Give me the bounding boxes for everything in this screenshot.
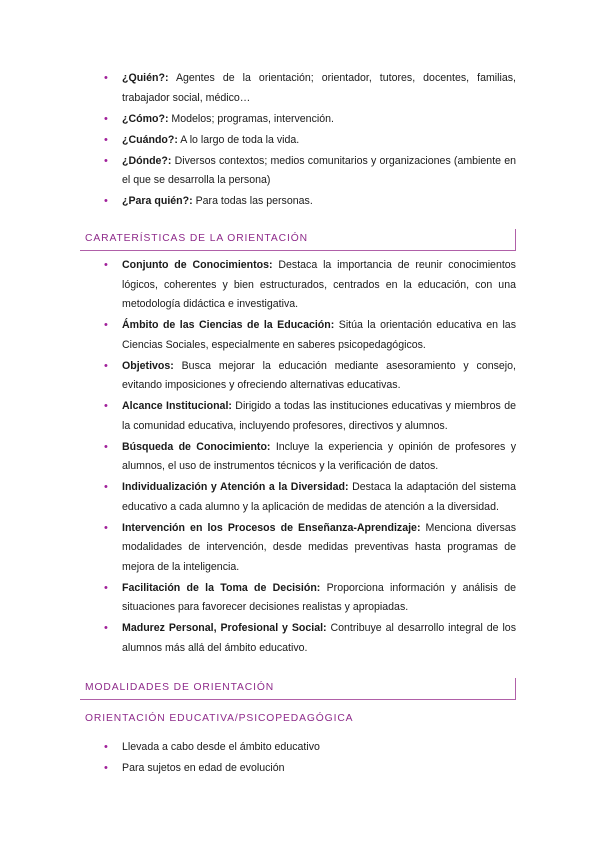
characteristics-list <box>104 256 516 660</box>
item-description: Para todas las personas. <box>192 195 313 207</box>
list-item <box>104 478 516 517</box>
list-item <box>104 397 516 436</box>
bullet-icon: • <box>104 259 108 271</box>
item-term: Objetivos: <box>122 359 174 372</box>
bullet-icon: • <box>104 400 108 412</box>
item-term: ¿Para quién?: <box>122 195 193 207</box>
item-term: ¿Quién?: <box>122 72 169 84</box>
list-item <box>104 759 516 779</box>
item-description: Llevada a cabo desde el ámbito educativo <box>122 741 320 753</box>
bullet-icon: • <box>104 521 108 534</box>
item-description: Modelos; programas, intervención. <box>168 112 334 125</box>
bullet-icon: • <box>104 319 108 331</box>
item-term: Alcance Institucional: <box>122 400 232 412</box>
list-item <box>104 619 516 658</box>
bullet-icon: • <box>104 195 108 207</box>
list-item <box>104 192 516 212</box>
bullet-icon: • <box>104 72 108 84</box>
item-description: Busca mejorar la educación mediante asesoramiento y consejo, evitando imposiciones y ofreciendo alternativas educativas. <box>122 359 516 391</box>
bullet-icon: • <box>104 741 108 753</box>
item-description: Diversos contextos; medios comunitarios y organizaciones (ambiente en el que se desarrolla la persona) <box>122 154 516 186</box>
item-description: Menciona diversas modalidades de intervención, desde medidas preventivas hasta programas de mejora de la inteligencia. <box>122 521 516 573</box>
item-description: Incluye la experiencia y opinión de profesores y alumnos, el uso de instrumentos técnicos y la verificación de datos. <box>122 440 516 472</box>
list-item <box>104 131 516 151</box>
item-description: Destaca la importancia de reunir conocimientos lógicos, coherentes y bien estructurados, centrados en la educación, con una metodología didáctica e investigativa. <box>122 259 516 310</box>
educativa-list <box>104 738 516 780</box>
list-item <box>104 316 516 355</box>
bullet-icon: • <box>104 622 108 634</box>
bullet-icon: • <box>104 440 108 453</box>
list-item <box>104 519 516 578</box>
item-description: Para sujetos en edad de evolución <box>122 762 285 774</box>
list-item <box>104 110 516 130</box>
list-item <box>104 738 516 758</box>
item-description: A lo largo de toda la vida. <box>177 133 300 146</box>
item-description: Proporciona información y análisis de situaciones para favorecer decisiones realistas y apropiadas. <box>122 581 516 613</box>
list-item <box>104 579 516 618</box>
item-term: ¿Cómo?: <box>122 112 169 125</box>
item-term: Intervención en los Procesos de Enseñanza-Aprendizaje: <box>122 521 421 534</box>
bullet-icon: • <box>104 133 108 146</box>
item-description: Agentes de la orientación; orientador, tutores, docentes, familias, trabajador social, médico… <box>122 72 516 104</box>
item-term: Conjunto de Conocimientos: <box>122 259 273 271</box>
list-item <box>104 256 516 315</box>
list-item <box>104 152 516 191</box>
item-term: ¿Dónde?: <box>122 154 172 167</box>
item-term: Búsqueda de Conocimiento: <box>122 440 271 453</box>
list-item <box>104 438 516 477</box>
list-item <box>104 69 516 108</box>
subsection-heading-educativa: ORIENTACIÓN EDUCATIVA/PSICOPEDAGÓGICA <box>85 713 354 724</box>
item-term: Facilitación de la Toma de Decisión: <box>122 581 321 594</box>
bullet-icon: • <box>104 762 108 774</box>
bullet-icon: • <box>104 154 108 167</box>
bullet-icon: • <box>104 112 108 125</box>
item-description: Contribuye al desarrollo integral de los alumnos más allá del ámbito educativo. <box>122 622 516 654</box>
section-heading-modalidades: MODALIDADES DE ORIENTACIÓN <box>80 678 516 700</box>
item-term: Madurez Personal, Profesional y Social: <box>122 622 327 634</box>
item-term: Ámbito de las Ciencias de la Educación: <box>122 319 335 331</box>
item-description: Destaca la adaptación del sistema educativo a cada alumno y la aplicación de medidas de atención a la diversidad. <box>122 481 517 513</box>
item-term: Individualización y Atención a la Diversidad: <box>122 481 349 493</box>
item-term: ¿Cuándo?: <box>122 133 178 146</box>
bullet-icon: • <box>104 581 108 594</box>
bullet-icon: • <box>104 359 108 372</box>
bullet-icon: • <box>104 481 108 493</box>
item-description: Sitúa la orientación educativa en las Ciencias Sociales, especialmente en saberes psicopedagógicos. <box>122 319 516 351</box>
item-description: Dirigido a todas las instituciones educativas y miembros de la comunidad educativa, incluyendo profesores, directivos y alumnos. <box>122 400 516 432</box>
questions-list <box>104 69 516 213</box>
list-item <box>104 357 516 396</box>
section-heading-caracteristicas: CARATERÍSTICAS DE LA ORIENTACIÓN <box>80 229 516 251</box>
